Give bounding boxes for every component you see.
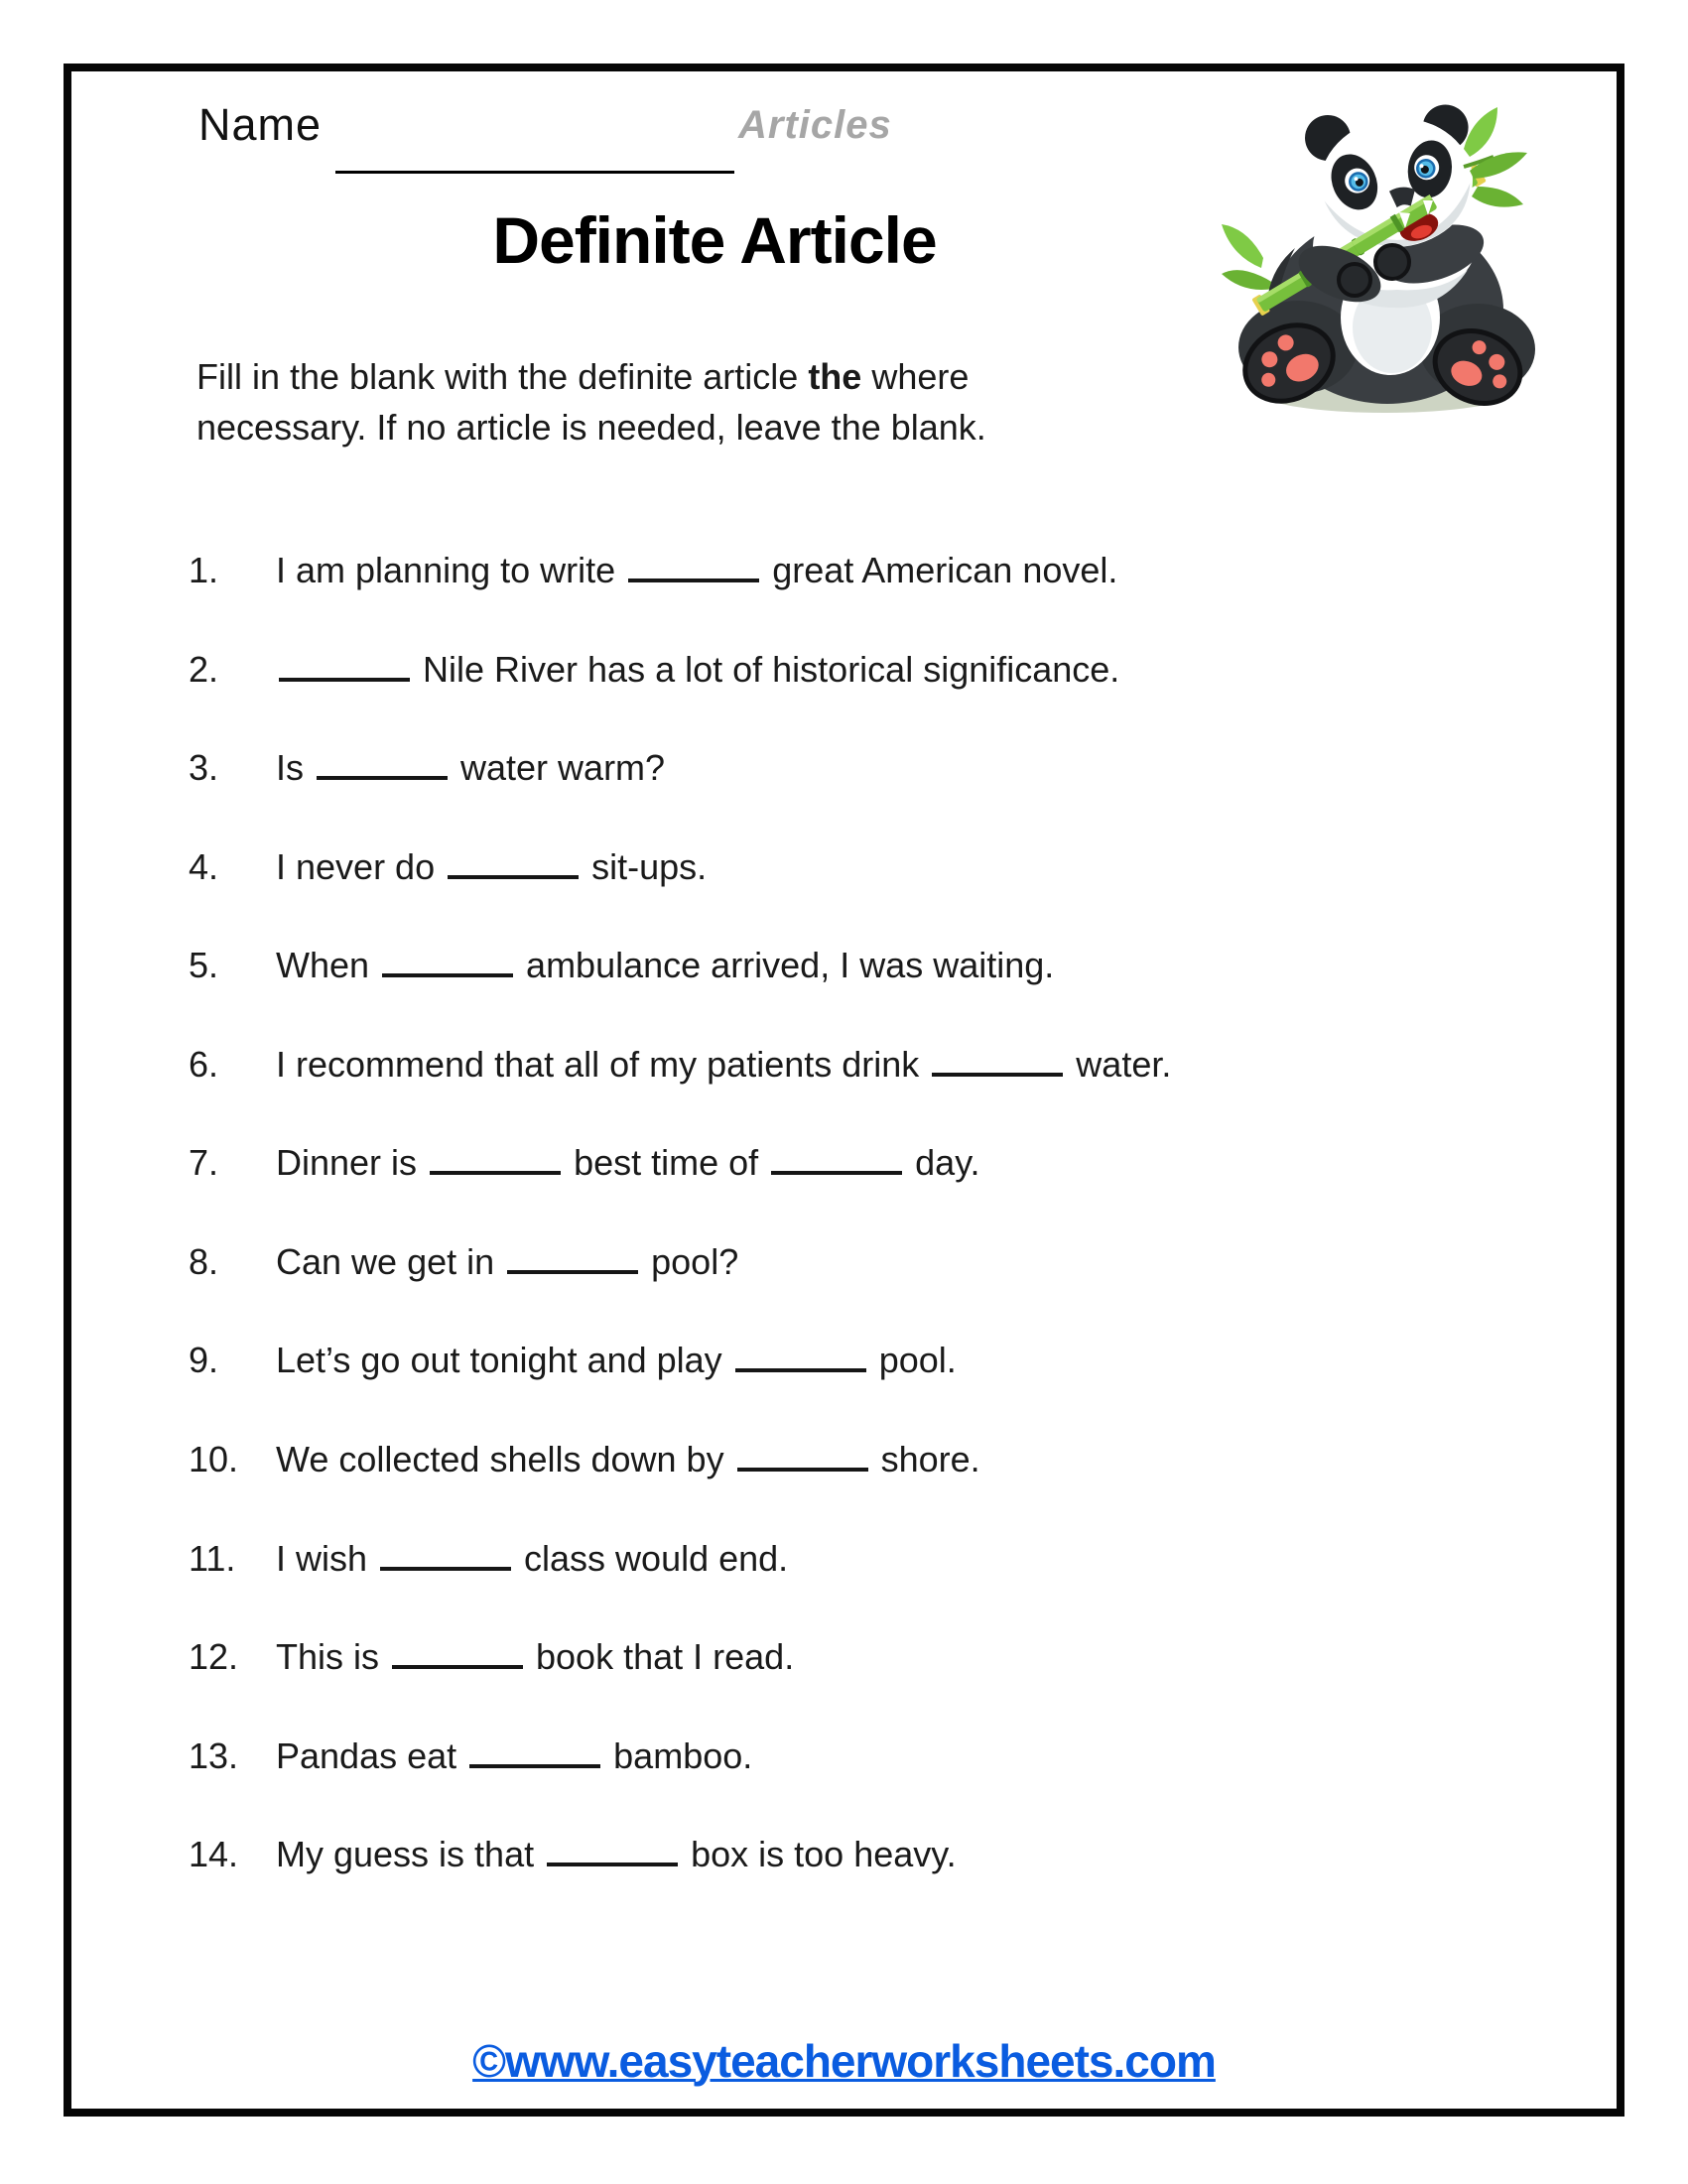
blank-line[interactable] [771,1141,902,1175]
blank-line[interactable] [507,1240,638,1274]
item-text: I recommend that all of my patients drink water. [276,1044,1172,1085]
blank-line[interactable] [469,1734,600,1768]
blank-line[interactable] [392,1635,523,1669]
worksheet-item [189,1832,957,1877]
item-number: 10. [189,1439,239,1479]
instructions-text [196,351,1129,452]
worksheet-item [189,844,707,890]
worksheet-item [189,745,665,791]
worksheet-title: Definite Article [492,203,937,277]
name-label: Name [198,99,323,150]
blank-line[interactable] [317,746,448,780]
blank-line[interactable] [430,1141,561,1175]
worksheet-item [189,943,1054,988]
topic-label: Articles [738,103,892,147]
blank-line[interactable] [737,1438,868,1472]
item-number: 2. [189,649,219,690]
item-text: I wish class would end. [276,1538,789,1579]
blank-line[interactable] [932,1043,1063,1077]
worksheet-item [189,1140,980,1186]
worksheet-item [189,647,1119,693]
worksheet-item [189,1042,1171,1088]
panda-illustration [1204,79,1551,422]
worksheet-item [189,1239,738,1285]
bamboo-leaves-right [1464,107,1527,207]
item-text: My guess is that box is too heavy. [276,1834,957,1874]
item-text: I am planning to write great American novel. [276,550,1118,590]
item-number: 14. [189,1834,239,1874]
footer [0,2034,1688,2088]
item-number: 9. [189,1340,219,1380]
item-text: Nile River has a lot of historical significance. [276,647,1119,693]
item-number: 1. [189,550,219,590]
blank-line[interactable] [382,944,513,977]
footer-link[interactable]: ©www.easyteacherworksheets.com [472,2035,1216,2087]
item-number: 7. [189,1142,219,1183]
worksheet-item [189,1338,957,1383]
blank-line[interactable] [735,1339,866,1372]
item-text: When ambulance arrived, I was waiting. [276,945,1055,985]
blank-line[interactable] [448,845,579,879]
item-number: 3. [189,747,219,788]
worksheet-item [189,1734,752,1779]
item-text: Pandas eat bamboo. [276,1735,753,1776]
instructions-tail: where necessary. If no article is needed, leave the blank. [196,356,986,448]
instructions-bold-word: the [808,356,862,397]
blank-line[interactable] [628,549,759,582]
item-text: Dinner is best time of day. [276,1142,980,1183]
name-line[interactable] [335,127,734,174]
blank-line[interactable] [547,1833,678,1866]
item-number: 12. [189,1636,239,1677]
worksheet-item [189,548,1117,593]
item-number: 8. [189,1241,219,1282]
item-text: We collected shells down by shore. [276,1439,980,1479]
item-text: Let’s go out tonight and play pool. [276,1340,957,1380]
item-number: 11. [189,1538,236,1579]
item-text: I never do sit-ups. [276,846,708,887]
item-text: Is water warm? [276,747,666,788]
instructions-lead: Fill in the blank with the definite article [196,356,809,397]
item-text: Can we get in pool? [276,1241,739,1282]
worksheet-item [189,1634,794,1680]
blank-line[interactable] [380,1537,511,1571]
item-text: This is book that I read. [276,1636,795,1677]
item-number: 13. [189,1735,239,1776]
item-number: 4. [189,846,219,887]
worksheet-item [189,1437,980,1482]
item-number: 6. [189,1044,219,1085]
worksheet-item [189,1536,788,1582]
blank-line[interactable] [279,648,410,682]
item-number: 5. [189,945,219,985]
